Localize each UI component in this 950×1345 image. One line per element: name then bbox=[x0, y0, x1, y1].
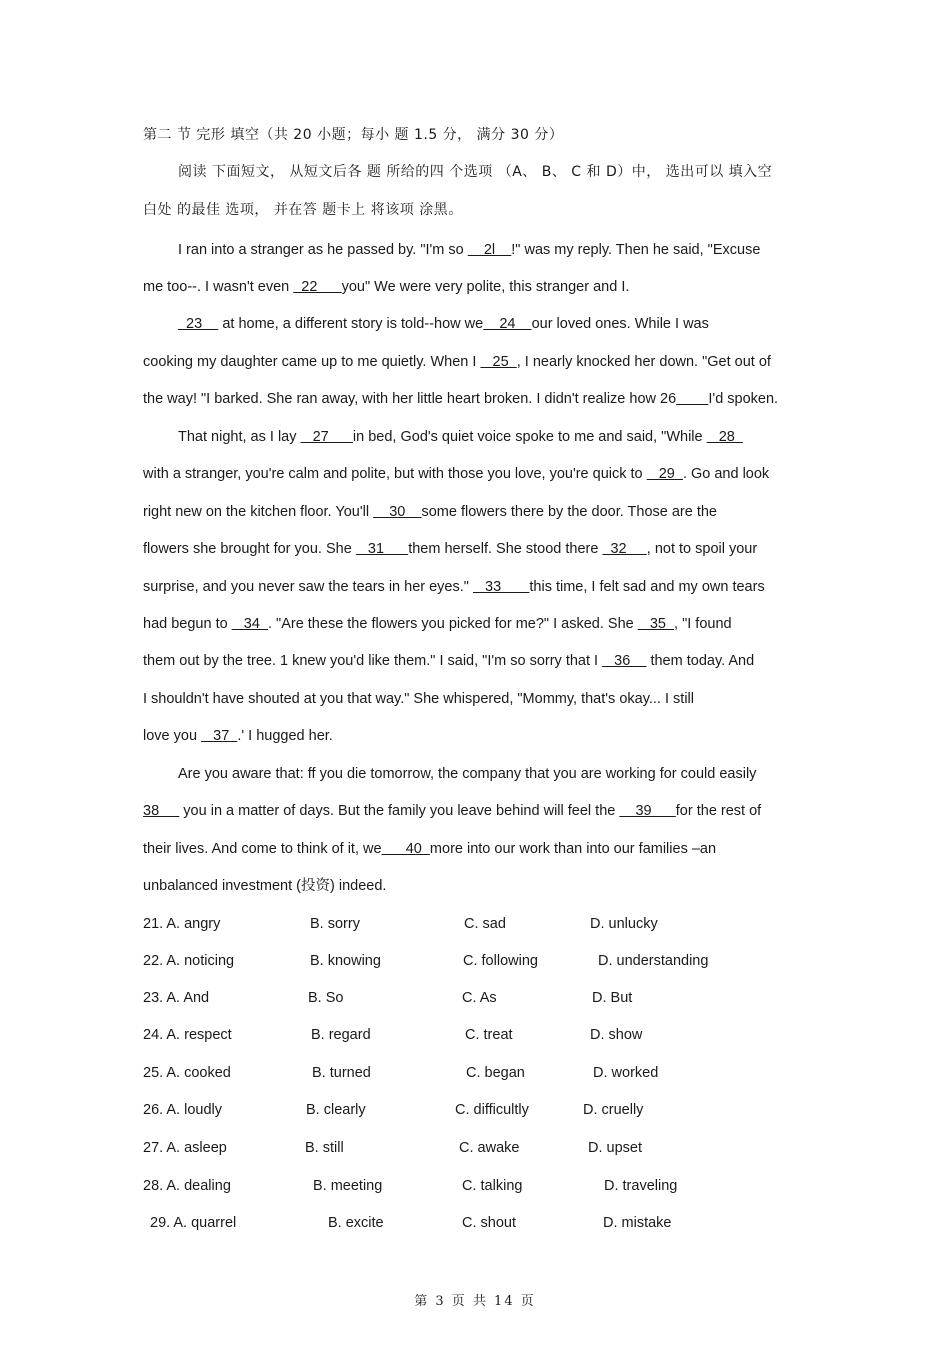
blank-23: 23 bbox=[178, 316, 219, 332]
blank-40: 40 bbox=[381, 841, 430, 857]
option-a: 26. A. loudly bbox=[143, 1102, 222, 1118]
option-b: B. sorry bbox=[310, 916, 360, 932]
blank-27: 27 bbox=[300, 429, 353, 445]
blank-21: 2l bbox=[467, 242, 512, 258]
passage-line-3: 23 at home, a different story is told--how we 24 our loved ones. While I was bbox=[178, 316, 709, 332]
option-a: 24. A. respect bbox=[143, 1027, 232, 1043]
option-c: C. As bbox=[462, 990, 497, 1006]
passage-line-6: That night, as I lay 27 in bed, God's quiet voice spoke to me and said, "While 28 bbox=[178, 429, 743, 445]
option-b: B. meeting bbox=[313, 1178, 383, 1194]
passage-line-2: me too--. I wasn't even 22 you" We were very polite, this stranger and I. bbox=[143, 279, 630, 295]
option-c: C. difficultly bbox=[455, 1102, 529, 1118]
option-d: D. cruelly bbox=[583, 1102, 644, 1118]
page-number: 第 3 页 共 14 页 bbox=[414, 1294, 536, 1309]
option-d: D. show bbox=[590, 1027, 643, 1043]
option-b: B. still bbox=[305, 1140, 344, 1156]
passage-line-9: flowers she brought for you. She 31 them herself. She stood there 32 , not to spoil your bbox=[143, 541, 758, 557]
passage-line-17: their lives. And come to think of it, we 40 more into our work than into our families –an bbox=[143, 841, 717, 857]
blank-30: 30 bbox=[373, 504, 422, 520]
option-c: C. following bbox=[463, 953, 538, 969]
option-d: D. traveling bbox=[604, 1178, 678, 1194]
passage-line-18: unbalanced investment (投资) indeed. bbox=[143, 878, 387, 894]
blank-26 bbox=[676, 391, 708, 407]
blank-35: 35 bbox=[637, 616, 675, 632]
option-a: 23. A. And bbox=[143, 990, 210, 1006]
option-a: 25. A. cooked bbox=[143, 1065, 231, 1081]
blank-36: 36 bbox=[602, 653, 647, 669]
passage-line-4: cooking my daughter came up to me quietly. When I 25 , I nearly knocked her down. "Get out of bbox=[143, 354, 771, 370]
option-b: B. clearly bbox=[306, 1102, 366, 1118]
option-a: 21. A. angry bbox=[143, 916, 221, 932]
instruction-line-2: 白处 的最佳 选项， 并在答 题卡上 将该项 涂黑。 bbox=[143, 202, 463, 218]
blank-29: 29 bbox=[646, 466, 683, 482]
passage-line-10: surprise, and you never saw the tears in her eyes." 33 this time, I felt sad and my own tears bbox=[143, 579, 765, 595]
option-c: C. began bbox=[466, 1065, 525, 1081]
option-c: C. treat bbox=[465, 1027, 513, 1043]
instruction-line-1: 阅读 下面短文， 从短文后各 题 所给的四 个选项 （A、 B、 C 和 D）中， 选出可以 填入空 bbox=[178, 164, 773, 180]
option-a: 28. A. dealing bbox=[143, 1178, 231, 1194]
option-b: B. So bbox=[308, 990, 344, 1006]
option-d: D. But bbox=[592, 990, 633, 1006]
option-a: 27. A. asleep bbox=[143, 1140, 227, 1156]
option-d: D. mistake bbox=[603, 1215, 672, 1231]
passage-line-5: the way! "I barked. She ran away, with her little heart broken. I didn't realize how 26 I'd spoken. bbox=[143, 391, 779, 407]
blank-38: 38 bbox=[143, 803, 180, 819]
option-d: D. upset bbox=[588, 1140, 642, 1156]
passage-line-1: I ran into a stranger as he passed by. "I'm so 2l !" was my reply. Then he said, "Excuse bbox=[178, 242, 761, 258]
blank-33: 33 bbox=[472, 579, 530, 595]
blank-24: 24 bbox=[483, 316, 532, 332]
blank-32: 32 bbox=[602, 541, 647, 557]
blank-39: 39 bbox=[619, 803, 676, 819]
option-a: 22. A. noticing bbox=[143, 953, 235, 969]
option-c: C. shout bbox=[462, 1215, 516, 1231]
blank-22: 22 bbox=[293, 279, 342, 295]
option-d: D. worked bbox=[593, 1065, 659, 1081]
option-b: B. regard bbox=[311, 1027, 371, 1043]
passage-line-15: Are you aware that: ff you die tomorrow, the company that you are working for could easily bbox=[178, 766, 757, 782]
passage-line-8: right new on the kitchen floor. You'll 30 some flowers there by the door. Those are the bbox=[143, 504, 717, 520]
blank-28: 28 bbox=[706, 429, 743, 445]
section-title: 第二 节 完形 填空（共 20 小题；每小 题 1.5 分， 满分 30 分） bbox=[143, 127, 564, 143]
option-d: D. understanding bbox=[598, 953, 709, 969]
passage-line-7: with a stranger, you're calm and polite, but with those you love, you're quick to 29 . Go and look bbox=[143, 466, 770, 482]
option-b: B. excite bbox=[328, 1215, 384, 1231]
passage-line-13: I shouldn't have shouted at you that way." She whispered, "Mommy, that's okay... I still bbox=[143, 691, 694, 707]
option-c: C. awake bbox=[459, 1140, 520, 1156]
passage-line-16: 38 you in a matter of days. But the family you leave behind will feel the 39 for the rest of bbox=[143, 803, 762, 819]
blank-25: 25 bbox=[480, 354, 517, 370]
option-a: 29. A. quarrel bbox=[150, 1215, 237, 1231]
option-c: C. talking bbox=[462, 1178, 523, 1194]
option-b: B. knowing bbox=[310, 953, 381, 969]
passage-line-12: them out by the tree. 1 knew you'd like them." I said, "I'm so sorry that I 36 them today. And bbox=[143, 653, 755, 669]
blank-34: 34 bbox=[231, 616, 268, 632]
blank-37: 37 bbox=[201, 728, 238, 744]
passage-line-11: had begun to 34 . "Are these the flowers you picked for me?" I asked. She 35 , "I found bbox=[143, 616, 732, 632]
option-c: C. sad bbox=[464, 916, 506, 932]
option-b: B. turned bbox=[312, 1065, 371, 1081]
blank-31: 31 bbox=[355, 541, 409, 557]
option-d: D. unlucky bbox=[590, 916, 658, 932]
passage-line-14: love you 37 .' I hugged her. bbox=[143, 728, 333, 744]
